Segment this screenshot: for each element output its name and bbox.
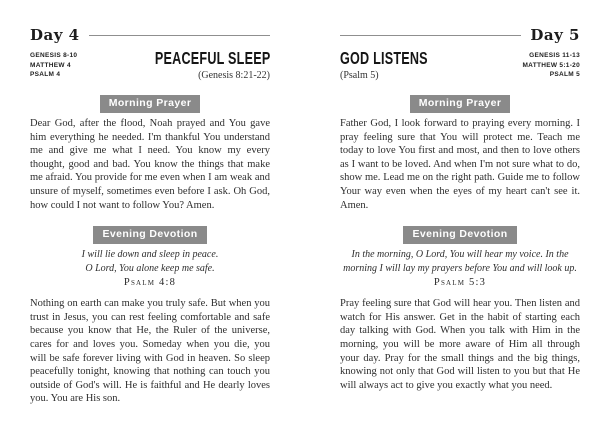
title-wrap [110,49,270,69]
evening-devotion-badge-row [340,224,580,240]
day-4-title: PEACEFUL SLEEP [154,48,270,68]
day-4-title-block [110,49,270,82]
quote-reference: Psalm 4:8 [123,277,177,289]
scripture-quote [340,248,580,289]
day-5-title-row [340,49,580,82]
reference-item: GENESIS 8-10 [30,52,78,59]
day-4-label: Day 4 [30,25,80,44]
quote-line: morning I will lay my prayers before You and will look up. [343,262,577,274]
day-5-scripture-references [522,49,580,80]
reference-item: PSALM 5 [549,71,580,78]
scripture-quote [30,248,270,289]
day-5-header [340,25,580,44]
morning-prayer-badge: Morning Prayer [100,95,201,113]
quote-line: I will lie down and sleep in peace. [81,249,219,261]
morning-prayer-badge-row [340,93,580,109]
reference-item: MATTHEW 5:1-20 [522,61,580,69]
day-4-header-rule [89,35,270,36]
quote-reference: Psalm 5:3 [433,277,487,289]
day-5-label: Day 5 [530,25,580,44]
title-wrap [340,49,462,69]
day-5-header-rule [340,35,521,36]
page-day-5 [306,0,612,432]
reference-item: GENESIS 11-13 [529,52,580,59]
evening-devotion-text: Pray feeling sure that God will hear you. Then listen and watch for His answer. Get in the habit of starting each day talking with God. When you talk with Him in the morning, you will be more aware of Him all through your day. Pray for the small things and the big things, knowing not only that God will listen to you but that He will always act to give you exactly what you need. [340,298,580,391]
day-4-scripture-references [30,49,77,80]
morning-prayer-text: Father God, I look forward to praying every morning. I pray feeling sure that You will protect me. Teach me today to love You first and most, and then to love others as I want to be loved. And when I'm not sure what to do, show me. Lead me on the right path. Guide me to follow Your way even when the eyes of my heart can't see it. Amen. [340,118,580,211]
evening-devotion-badge: Evening Devotion [93,226,206,244]
day-4-title-row [30,49,270,82]
reference-item: PSALM 4 [30,71,61,78]
quote-line: In the morning, O Lord, You will hear my voice. In the [351,249,569,261]
morning-prayer-text: Dear God, after the flood, Noah prayed and You gave him everything he needed. I'm thankful You understand me and give me what I need. You know my every thought, good and bad. You know the things that make me afraid. You provide for me even when I am weak and unsure of myself, sometimes even before I ask. Oh God, how could I not want to follow You? Amen. [30,118,270,211]
evening-devotion-badge: Evening Devotion [403,226,516,244]
day-5-title-block [340,49,462,82]
reference-item: MATTHEW 4 [30,61,71,69]
morning-prayer-badge: Morning Prayer [410,95,511,113]
day-5-subtitle: (Psalm 5) [340,70,379,81]
day-4-header [30,25,270,44]
evening-devotion-text: Nothing on earth can make you truly safe. But when you trust in Jesus, you can rest feeling comfortable and safe because you know that He, the Ruler of the universe, cares for and loves you. Someday when you die, you will be safe forever living with God in heaven. So sleep peacefully tonight, knowing that nothing can touch you outside of God's will. He is faithful and He dearly loves you. You are His son. [30,298,270,405]
evening-devotion-badge-row [30,224,270,240]
day-5-title: GOD LISTENS [340,48,428,68]
day-4-subtitle: (Genesis 8:21-22) [198,70,270,81]
quote-line: O Lord, You alone keep me safe. [85,262,215,274]
morning-prayer-badge-row [30,93,270,109]
